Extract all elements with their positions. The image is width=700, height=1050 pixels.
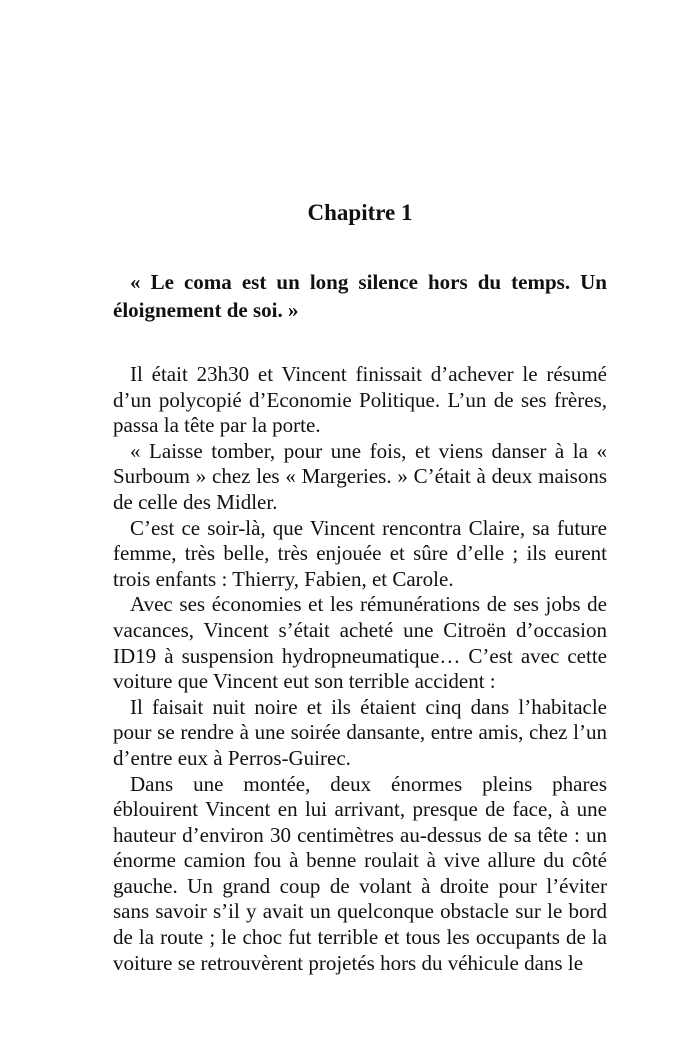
body-text <box>113 362 607 976</box>
paragraph: C’est ce soir-là, que Vincent rencontra Claire, sa future femme, très belle, très enjouée et sûre d’elle ; ils eurent trois enfants : Thierry, Fabien, et Carole. <box>113 515 607 591</box>
paragraph: « Laisse tomber, pour une fois, et viens danser à la « Surboum » chez les « Margeries. » C’était à deux maisons de celle des Midler. <box>113 438 607 514</box>
chapter-title: Chapitre 1 <box>307 200 413 225</box>
paragraph: Il faisait nuit noire et ils étaient cinq dans l’habitacle pour se rendre à une soirée dansante, entre amis, chez l’un d’entre eux à Perros-Guirec. <box>113 694 607 770</box>
epigraph: « Le coma est un long silence hors du temps. Un éloignement de soi. » <box>113 270 607 322</box>
paragraph: Dans une montée, deux énormes pleins phares éblouirent Vincent en lui arrivant, presque de face, à une hauteur d’environ 30 centimètres au-dessus de sa tête : un énorme camion fou à benne roulait à vive allure du côté gauche. Un grand coup de volant à droite pour l’éviter sans savoir s’il y avait un quelconque obstacle sur le bord de la route ; le choc fut terrible et tous les occupants de la voiture se retrouvèrent projetés hors du véhicule dans le <box>113 771 607 975</box>
paragraph: Avec ses économies et les rémunérations de ses jobs de vacances, Vincent s’était acheté une Citroën d’occasion ID19 à suspension hydropneumatique… C’est avec cette voiture que Vincent eut son terrible accident : <box>113 592 607 694</box>
paragraph: Il était 23h30 et Vincent finissait d’achever le résumé d’un polycopié d’Economie Politique. L’un de ses frères, passa la tête par la porte. <box>113 362 607 438</box>
